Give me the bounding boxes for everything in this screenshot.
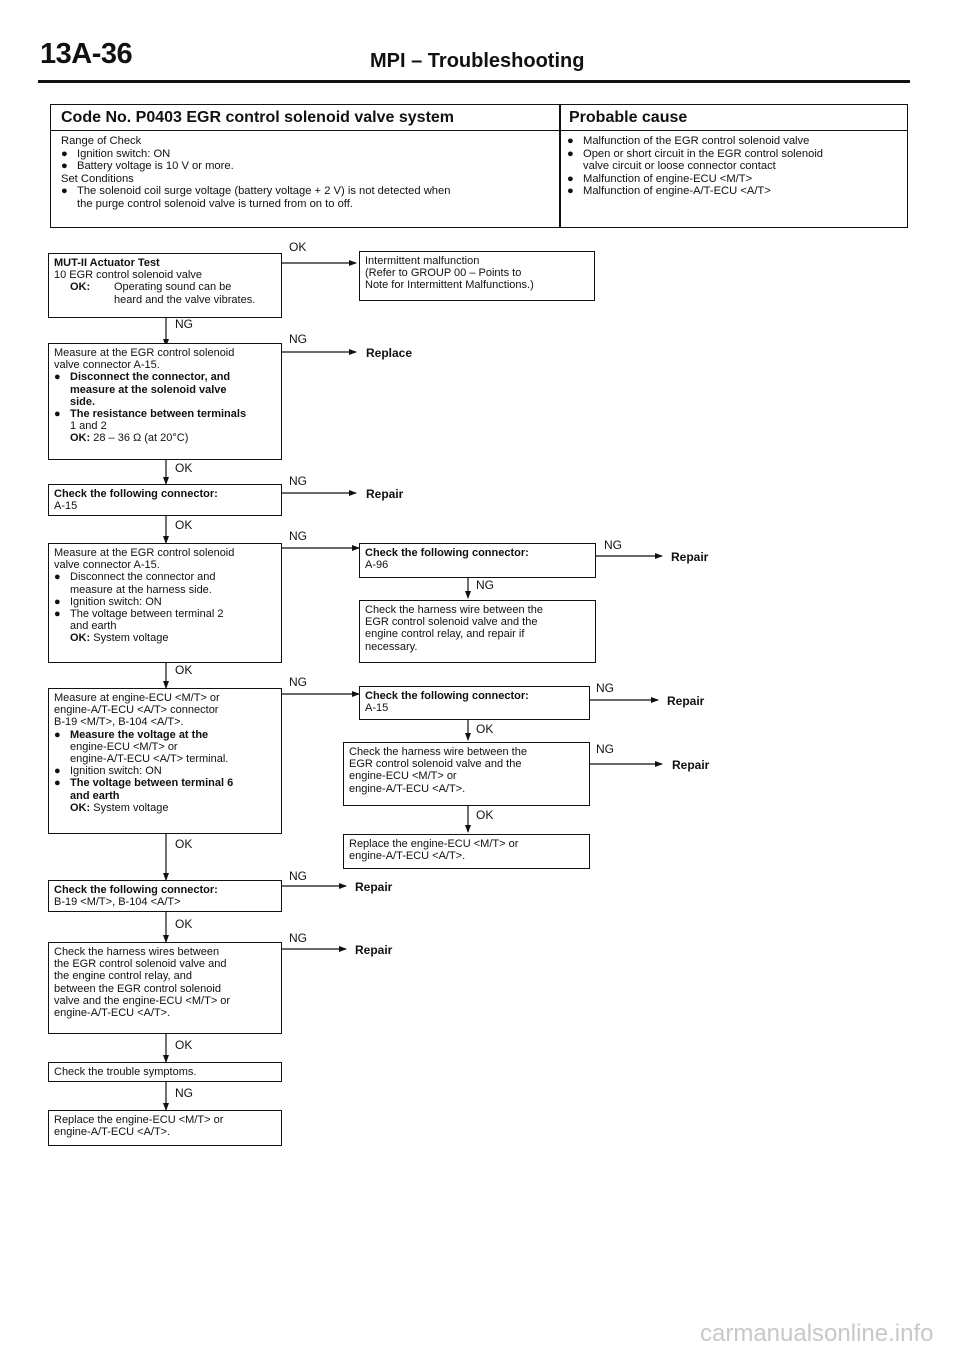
ng-label: NG [596,681,614,695]
repair-result: Repair [667,694,705,708]
resistance-check-box: Measure at the EGR control solenoid valve connector A-15. ● Disconnect the connector, and measure at the solenoid valve side. ● The resistance between terminals 1 and 2 OK: 28 – 36 Ω (at 20°C) [48,343,282,460]
cause-item: ● Malfunction of engine-ECU <M/T> [567,172,753,185]
set-item: ● The solenoid coil surge voltage (battery voltage + 2 V) is not detected when [61,185,451,198]
ng-label: NG [289,869,307,883]
cause-item-cont: valve circuit or loose connector contact [583,160,776,173]
ok-label: OK [175,461,193,475]
page-title: MPI – Troubleshooting [370,50,585,72]
ok-label: OK [175,917,193,931]
ecu-voltage-check-box: Measure at engine-ECU <M/T> or engine-A/T-ECU <A/T> connector B-19 <M/T>, B-104 <A/T>. ● Measure the voltage at the engine-ECU <M/T> or engine-A/T-ECU <A/T> terminal. ● Ignition switch: ON ● The voltage between terminal 6 and earth OK: System voltage [48,688,282,834]
intermittent-malfunction-box: Intermittent malfunction (Refer to GROUP 00 – Points to Note for Intermittent Malfunctions.) [359,251,595,301]
connector-check-a15-right-box: Check the following connector: A-15 [359,686,590,720]
probable-cause-heading: Probable cause [569,109,688,126]
harness-check-ecu-box: Check the harness wire between the EGR control solenoid valve and the engine-ECU <M/T> or engine-A/T-ECU <A/T>. [343,742,590,806]
ng-label: NG [476,578,494,592]
replace-ecu-right-box: Replace the engine-ECU <M/T> or engine-A/T-ECU <A/T>. [343,834,590,869]
ok-label: OK [175,1038,193,1052]
ng-label: NG [289,931,307,945]
ok-label: OK [175,663,193,677]
ok-label: OK [476,722,494,736]
ng-label: NG [289,332,307,346]
ok-label: OK [476,808,494,822]
ng-label: NG [175,1086,193,1100]
ng-label: NG [596,742,614,756]
actuator-test-box: MUT-II Actuator Test 10 EGR control solenoid valve OK: Operating sound can be heard and the valve vibrates. [48,253,282,318]
connector-check-a15-box: Check the following connector: A-15 [48,484,282,516]
harness-wires-check-box: Check the harness wires between the EGR control solenoid valve and the engine control relay, and between the EGR control solenoid valve and the engine-ECU <M/T> or engine-A/T-ECU <A/T>. [48,942,282,1034]
code-table-title: Code No. P0403 EGR control solenoid valve system [61,109,455,126]
harness-check-relay-box: Check the harness wire between the EGR control solenoid valve and the engine control relay, and repair if necessary. [359,600,596,663]
voltage-check-box: Measure at the EGR control solenoid valve connector A-15. ● Disconnect the connector and measure at the harness side. ● Ignition switch: ON ● The voltage between terminal 2 and earth OK: System voltage [48,543,282,663]
repair-result: Repair [672,758,710,772]
range-heading: Range of Check [61,135,142,147]
cause-item: ● Malfunction of engine-A/T-ECU <A/T> [567,185,771,198]
connector-check-b19-box: Check the following connector: B-19 <M/T>, B-104 <A/T> [48,880,282,912]
ng-label: NG [175,317,193,331]
ng-label: NG [289,529,307,543]
ok-label: OK [289,240,307,254]
repair-result: Repair [355,880,393,894]
set-heading: Set Conditions [61,172,134,185]
page-number: 13A-36 [40,38,133,70]
repair-result: Repair [355,943,393,957]
cause-item: ● Malfunction of the EGR control solenoid valve [567,135,810,147]
repair-result: Repair [671,550,709,564]
repair-result: Repair [366,487,404,501]
ng-label: NG [289,474,307,488]
ng-label: NG [289,675,307,689]
trouble-symptoms-box: Check the trouble symptoms. [48,1062,282,1082]
replace-ecu-box: Replace the engine-ECU <M/T> or engine-A/T-ECU <A/T>. [48,1110,282,1146]
replace-result: Replace [366,346,413,360]
ok-label: OK [175,518,193,532]
footer-watermark: carmanualsonline.info [700,1320,934,1347]
range-item: ● Battery voltage is 10 V or more. [61,160,234,173]
set-item-cont: the purge control solenoid valve is turned from on to off. [77,197,353,210]
cause-item: ● Open or short circuit in the EGR control solenoid [567,147,824,160]
range-item: ● Ignition switch: ON [61,147,171,160]
ok-label: OK [175,837,193,851]
ng-label: NG [604,538,622,552]
connector-check-a96-box: Check the following connector: A-96 [359,543,596,578]
